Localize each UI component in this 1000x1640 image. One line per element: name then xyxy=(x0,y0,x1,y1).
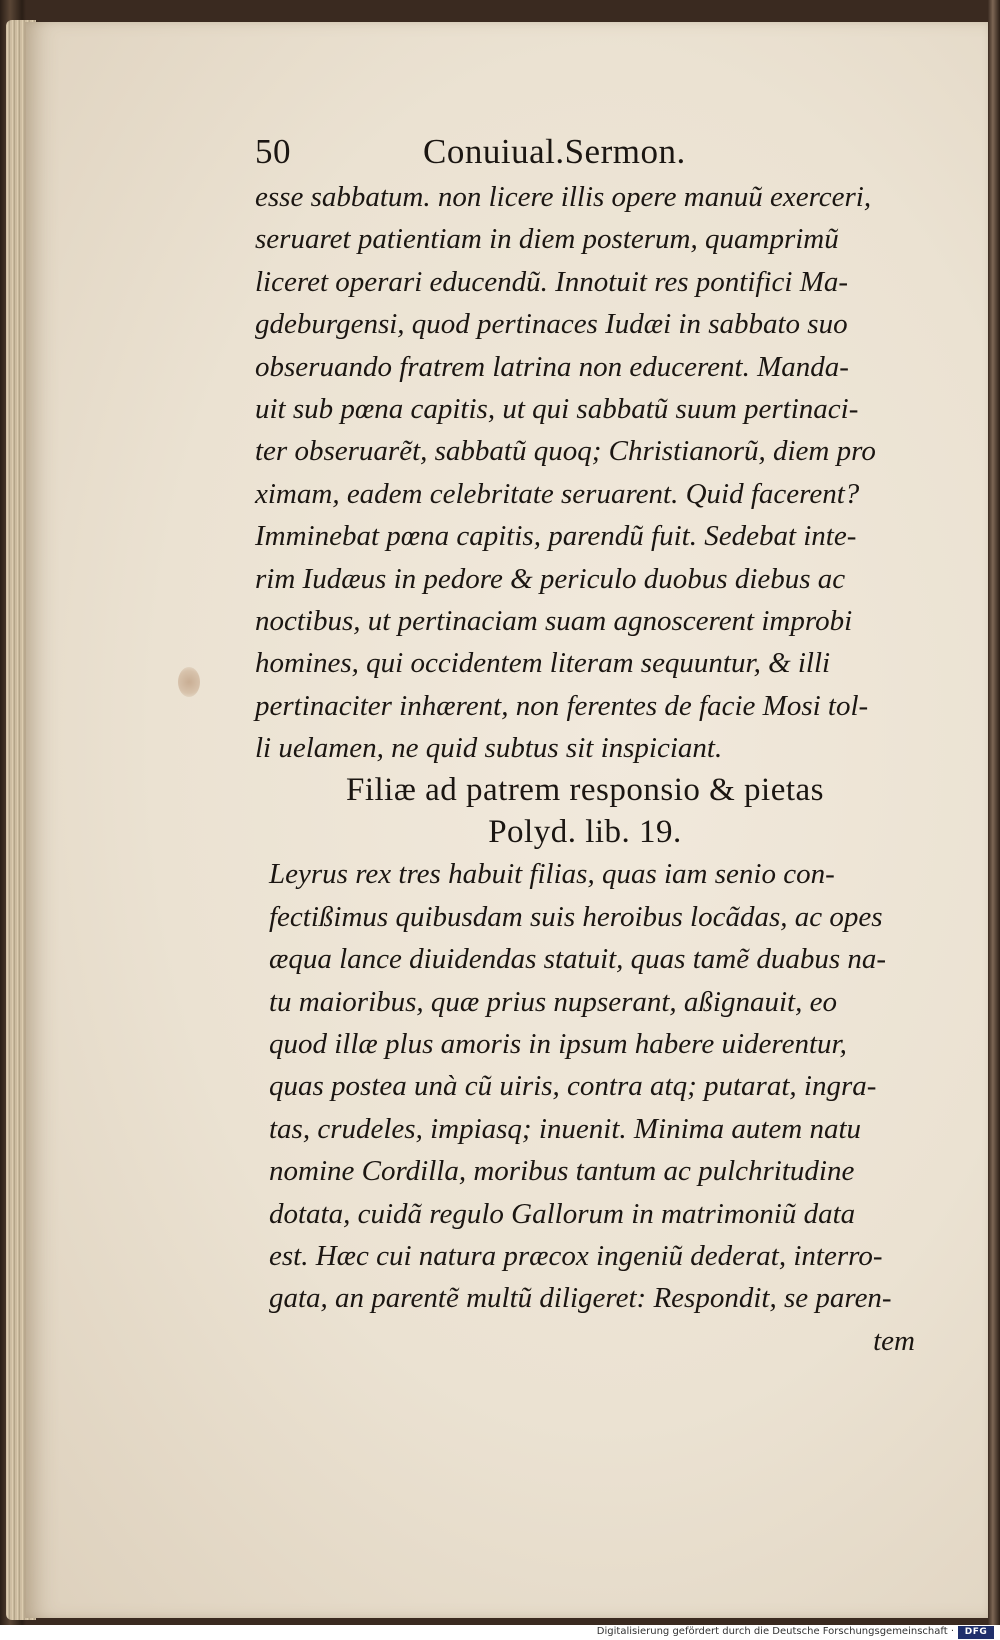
text-block xyxy=(255,132,915,1362)
text-line: obseruando fratrem latrina non educerent. Manda- xyxy=(255,350,849,383)
text-line: quas postea unà cũ uiris, contra atq; putarat, ingra- xyxy=(269,1070,877,1103)
paragraph-2 xyxy=(255,853,915,1319)
text-line: Leyrus rex tres habuit filias, quas iam senio con- xyxy=(269,858,835,891)
funding-credit: Digitalisierung gefördert durch die Deutsche Forschungsgemeinschaft · xyxy=(596,1626,954,1637)
text-line: uit sub pœna capitis, ut qui sabbatũ suum pertinaci- xyxy=(255,392,859,425)
section-source: Polyd. lib. 19. xyxy=(488,814,682,851)
scan-right-edge xyxy=(988,0,1000,1625)
running-head xyxy=(255,132,915,176)
text-line: gata, an parentẽ multũ diligeret: Respondit, se paren- xyxy=(269,1282,892,1315)
foxing-stain xyxy=(178,667,200,697)
text-line: dotata, cuidã regulo Gallorum in matrimoniũ data xyxy=(269,1197,856,1230)
text-line: nomine Cordilla, moribus tantum ac pulchritudine xyxy=(269,1155,855,1188)
text-line: esse sabbatum. non licere illis opere manuũ exerceri, xyxy=(255,181,872,213)
text-line: tas, crudeles, impiasq; inuenit. Minima autem natu xyxy=(269,1112,862,1145)
text-line: gdeburgensi, quod pertinaces Iudæi in sabbato suo xyxy=(255,308,848,341)
text-line: est. Hæc cui natura præcox ingeniũ dederat, interro- xyxy=(269,1239,883,1272)
text-line: homines, qui occidentem literam sequuntur, & illi xyxy=(255,647,831,680)
text-line: ter obseruarẽt, sabbatũ quoq; Christianorũ, diem pro xyxy=(255,435,876,468)
paragraph-1 xyxy=(255,176,915,769)
text-line: noctibus, ut pertinaciam suam agnoscerent improbi xyxy=(255,604,853,637)
catchword: tem xyxy=(873,1324,915,1357)
text-line: liceret operari educendũ. Innotuit res pontifici Ma- xyxy=(255,265,849,298)
text-line: æqua lance diuidendas statuit, quas tamẽ duabus na- xyxy=(269,943,887,976)
text-line: li uelamen, ne quid subtus sit inspiciant. xyxy=(255,732,723,765)
text-line: rim Iudæus in pedore & periculo duobus diebus ac xyxy=(255,562,846,595)
text-line: tu maioribus, quæ prius nupserant, aßignauit, eo xyxy=(269,985,837,1018)
page-number: 50 xyxy=(255,132,291,171)
section-heading: Filiæ ad patrem responsio & pietas xyxy=(345,772,825,809)
text-line: pertinaciter inhærent, non ferentes de facie Mosi tol- xyxy=(255,689,869,722)
text-line: fectißimus quibusdam suis heroibus locãdas, ac opes xyxy=(269,900,883,933)
dfg-logo-icon: DFG xyxy=(958,1626,994,1639)
text-line: quod illæ plus amoris in ipsum habere uiderentur, xyxy=(269,1028,847,1061)
text-line: seruaret patientiam in diem posterum, quamprimũ xyxy=(255,223,839,256)
footer-bar xyxy=(0,1625,1000,1640)
text-line: ximam, eadem celebritate seruarent. Quid facerent? xyxy=(255,477,860,510)
text-line: Imminebat pœna capitis, parendũ fuit. Sedebat inte- xyxy=(255,520,857,553)
running-title: Conuiual.Sermon. xyxy=(423,132,686,171)
